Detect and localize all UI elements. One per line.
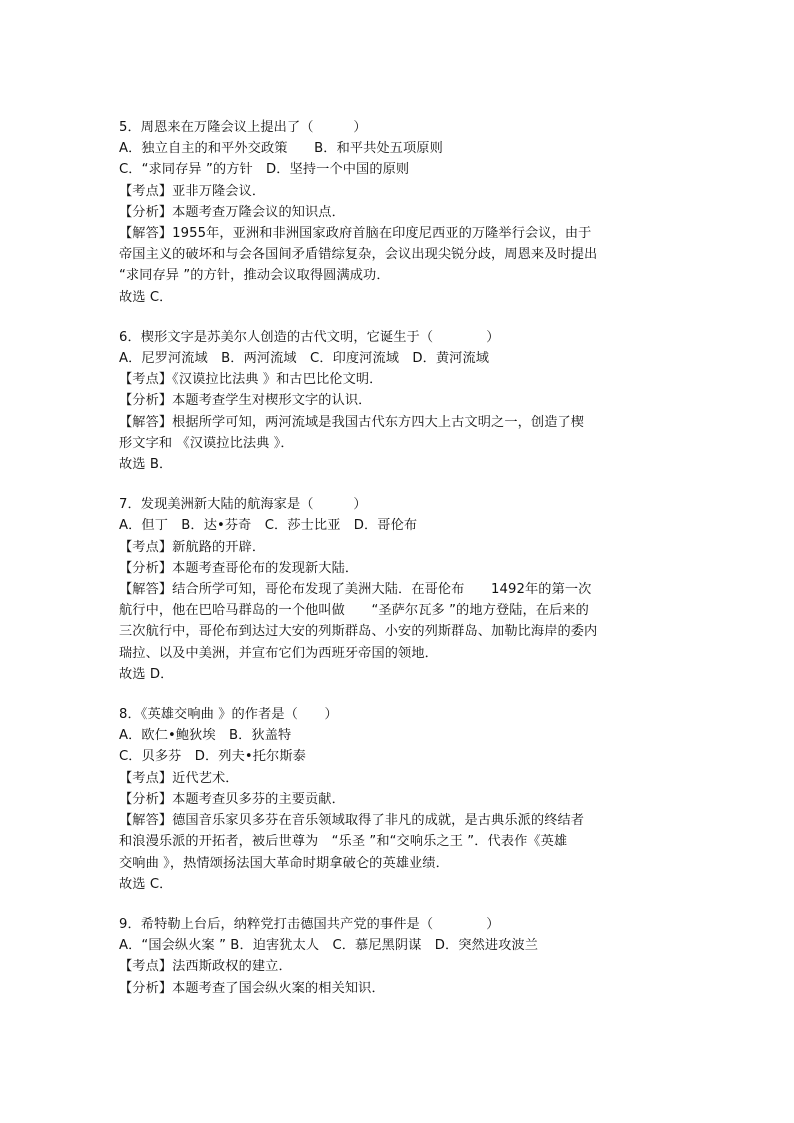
text-line: 【考点】亚非万隆会议．	[119, 183, 266, 199]
text-line: A．尼罗河流域 B．两河流域 C．印度河流域 D．黄河流域	[119, 351, 490, 367]
text-line: 【考点】《汉谟拉比法典 》和古巴比伦文明．	[119, 372, 383, 388]
question-block	[119, 494, 679, 685]
text-line: 帝国主义的破坏和与会各国间矛盾错综复杂，会议出现尖锐分歧，周恩来及时提出	[119, 247, 598, 263]
question-list	[119, 117, 679, 1018]
text-line: 【解答】结合所学可知，哥伦布发现了美洲大陆．在哥伦布 1492年的第一次	[119, 582, 592, 598]
text-line: 【解答】德国音乐家贝多芬在音乐领域取得了非凡的成就，是古典乐派的终结者	[119, 813, 585, 829]
text-line: 故选 C．	[119, 876, 173, 892]
text-line: 故选 D．	[119, 666, 174, 682]
text-line: 三次航行中，哥伦布到达过大安的列斯群岛、小安的列斯群岛、加勒比海岸的委内	[119, 624, 598, 640]
text-line: C．“求同存异 ”的方针 D．坚持一个中国的原则	[119, 162, 410, 178]
text-line: 交响曲 》，热情颂扬法国大革命时期拿破仑的英雄业绩．	[119, 855, 449, 871]
text-line: 【解答】根据所学可知，两河流域是我国古代东方四大上古文明之一，创造了楔	[119, 414, 585, 430]
text-line: 9．希特勒上台后，纳粹党打击德国共产党的事件是（ ）	[119, 916, 500, 932]
text-line: 【分析】本题考查学生对楔形文字的认识．	[119, 393, 372, 409]
text-line: 故选 B．	[119, 457, 173, 473]
text-line: 【解答】1955年，亚洲和非洲国家政府首脑在印度尼西亚的万隆举行会议，由于	[119, 226, 592, 242]
text-line: 航行中，他在巴哈马群岛的一个他叫做 “圣萨尔瓦多 ”的地方登陆，在后来的	[119, 603, 589, 619]
text-line: A．“国会纵火案 ” B．迫害犹太人 C．慕尼黑阴谋 D．突然进攻波兰	[119, 938, 539, 954]
text-line: 【考点】新航路的开辟．	[119, 539, 266, 555]
text-line: A．欧仁•鲍狄埃 B．狄盖特	[119, 728, 292, 744]
text-line: 形文字和 《汉谟拉比法典 》．	[119, 435, 294, 451]
text-line: 5．周恩来在万隆会议上提出了（ ）	[119, 120, 367, 135]
text-line: 和浪漫乐派的开拓者，被后世尊为 “乐圣 ”和“交响乐之王 ”．代表作《英雄	[119, 834, 568, 850]
text-line: “求同存异 ”的方针，推动会议取得圆满成功．	[119, 268, 390, 284]
text-line: 瑞拉、以及中美洲，并宣布它们为西班牙帝国的领地．	[119, 645, 438, 661]
text-line: 【分析】本题考查了国会纵火案的相关知识．	[119, 980, 385, 996]
text-line: 8．《英雄交响曲 》的作者是（ ）	[119, 707, 338, 723]
text-line: A．但丁 B．达•芬奇 C．莎士比亚 D．哥伦布	[119, 518, 418, 534]
text-line: 故选 C．	[119, 289, 173, 305]
text-line: 7．发现美洲新大陆的航海家是（ ）	[119, 497, 367, 513]
text-line: 【分析】本题考查万隆会议的知识点．	[119, 204, 345, 220]
question-block	[119, 914, 679, 999]
text-line: A．独立自主的和平外交政策 B．和平共处五项原则	[119, 141, 443, 157]
text-line: 6．楔形文字是苏美尔人创造的古代文明，它诞生于（ ）	[119, 329, 500, 345]
text-line: 【考点】近代艺术．	[119, 770, 239, 786]
question-block	[119, 117, 679, 308]
text-line: 【考点】法西斯政权的建立．	[119, 959, 292, 975]
question-block	[119, 327, 679, 475]
text-line: 【分析】本题考查贝多芬的主要贡献．	[119, 791, 345, 807]
text-line: 【分析】本题考查哥伦布的发现新大陆．	[119, 560, 359, 576]
text-line: C．贝多芬 D．列夫•托尔斯泰	[119, 749, 306, 765]
question-block	[119, 704, 679, 895]
